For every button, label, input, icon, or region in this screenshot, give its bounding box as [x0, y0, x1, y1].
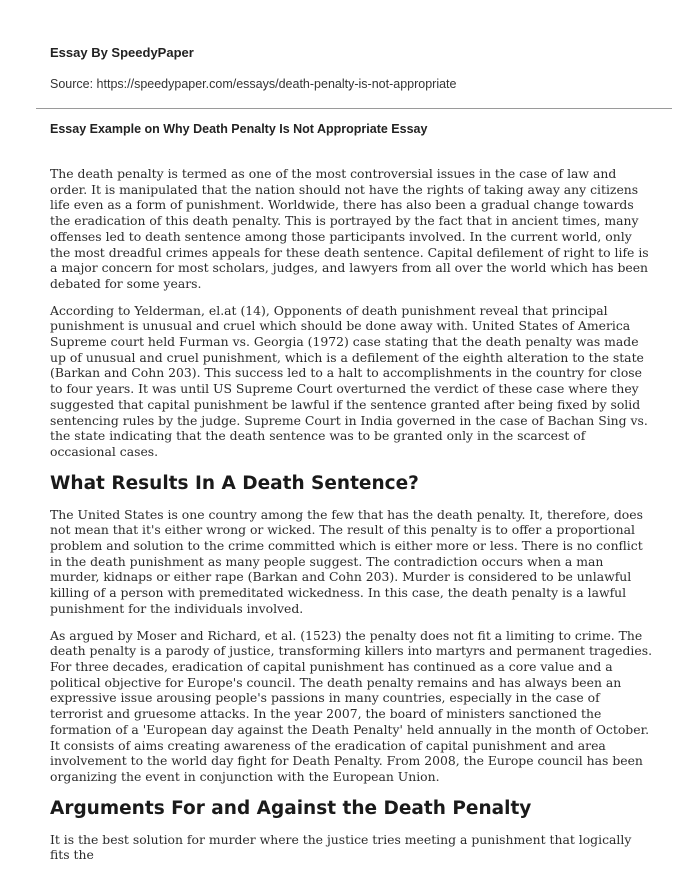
intro-paragraph-1: The death penalty is termed as one of the most controversial issues in the case of law and order. It is manipulated that the nation should not have the rights of taking away any citizens life even as a form of punishment. Worldwide, there has also been a gradual change towards the eradication of this death penalty. This is portrayed by the fact that in ancient times, many offenses led to death sentence among those participants involved. In the current world, only the most dreadful crimes appeals for these death sentence. Capital defilement of right to life is a major concern for most scholars, judges, and lawyers from all over the world which has been debated for some years. [50, 166, 649, 291]
document-header [50, 45, 654, 91]
essay-body [50, 166, 654, 874]
section-heading-arguments: Arguments For and Against the Death Penalty [50, 797, 532, 819]
section-heading-death-sentence: What Results In A Death Sentence? [50, 472, 419, 494]
section2-paragraph-1: It is the best solution for murder where the justice tries meeting a punishment that logically fits the [50, 831, 632, 863]
intro-paragraph-2: According to Yelderman, el.at (14), Opponents of death punishment reveal that principal punishment is unusual and cruel which should be done away with. United States of America Supreme court held Furman vs. Georgia (1972) case stating that the death penalty was made up of unusual and cruel punishment, which is a defilement of the eighth alteration to the state (Barkan and Cohn 203). This success led to a halt to accomplishments in the country for close to four years. It was until US Supreme Court overturned the verdict of these case where they suggested that capital punishment be lawful if the sentence granted after being fixed by solid sentencing rules by the judge. Supreme Court in India governed in the case of Bachan Sing vs. the state indicating that the death sentence was to be granted only in the scarcest of occasional cases. [50, 302, 648, 459]
section1-paragraph-1: The United States is one country among the few that has the death penalty. It, therefore, does not mean that it's either wrong or wicked. The result of this penalty is to offer a proportional problem and solution to the crime committed which is either more or less. There is no conflict in the death punishment as many people suggest. The contradiction occurs when a man murder, kidnaps or either rape (Barkan and Cohn 203). Murder is considered to be unlawful killing of a person with premeditated wickedness. In this case, the death penalty is a lawful punishment for the individuals involved. [50, 506, 643, 616]
section1-paragraph-2: As argued by Moser and Richard, et al. (1523) the penalty does not fit a limiting to crime. The death penalty is a parody of justice, transforming killers into martyrs and permanent tragedies. For three decades, eradication of capital punishment has continued as a core value and a political objective for Europe's council. The death penalty remains and has always been an expressive issue arousing people's passions in many countries, especially in the case of terrorist and gruesome attacks. In the year 2007, the board of ministers sanctioned the formation of a 'European day against the Death Penalty' held annually in the month of October. It consists of aims creating awareness of the eradication of capital punishment and area involvement to the world day fight for Death Penalty. From 2008, the Europe council has been organizing the event in conjunction with the European Union. [50, 627, 653, 784]
source-line: Source: https://speedypaper.com/essays/death-penalty-is-not-appropriate [50, 77, 457, 91]
brand-label: Essay By SpeedyPaper [50, 45, 194, 60]
document-page [50, 0, 654, 863]
essay-title: Essay Example on Why Death Penalty Is Not Appropriate Essay [50, 122, 428, 136]
header-divider [36, 108, 672, 109]
